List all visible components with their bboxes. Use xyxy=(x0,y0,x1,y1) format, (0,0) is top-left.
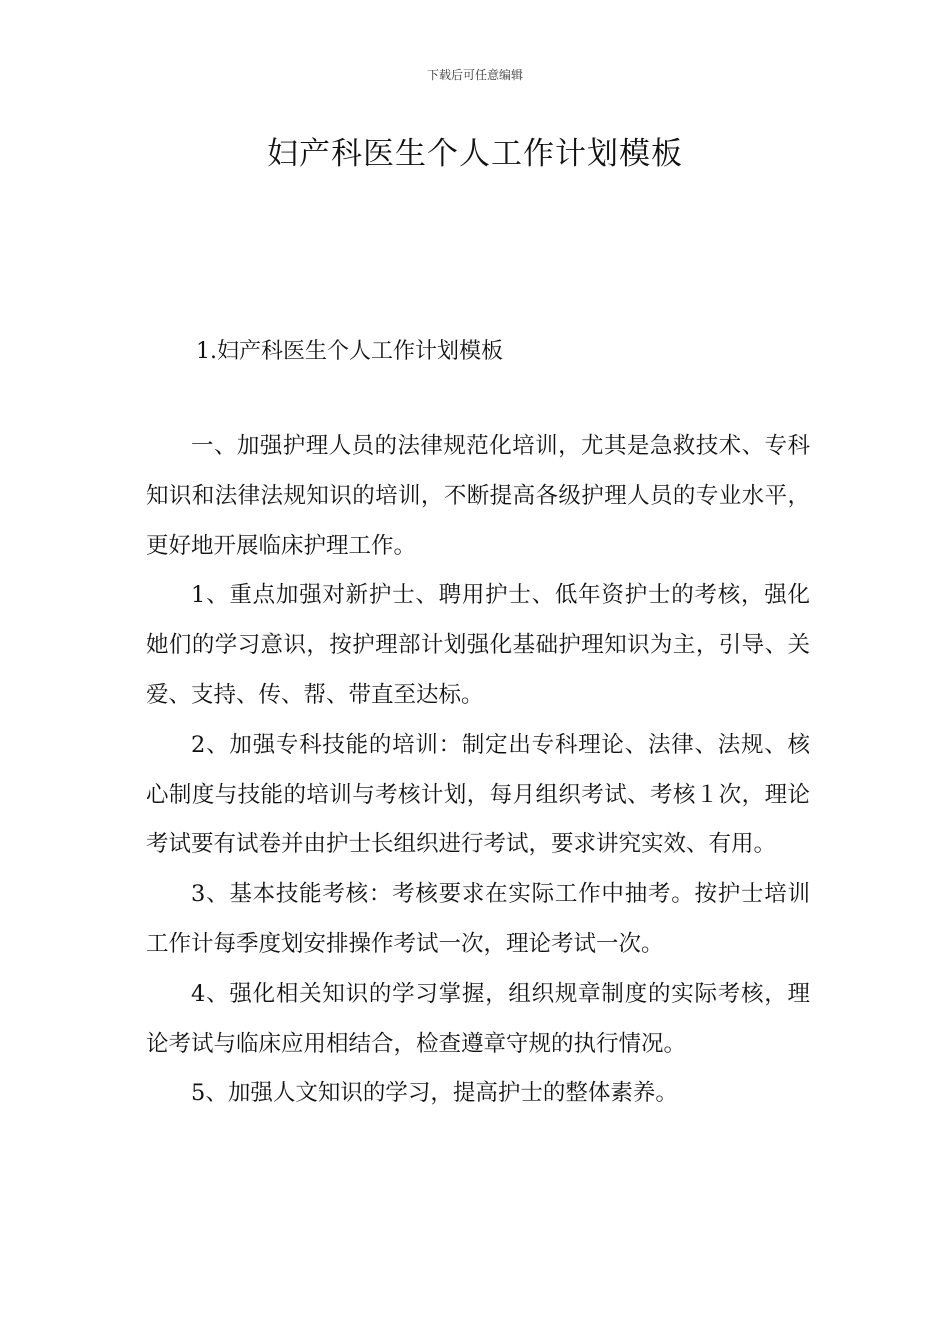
paragraph-item-2: 2、加强专科技能的培训：制定出专科理论、法律、法规、核心制度与技能的培训与考核计划，每月组织考试、考核１次，理论考试要有试卷并由护士长组织进行考试，要求讲究实效、有用。 xyxy=(146,731,810,858)
paragraph-item-1: 1、重点加强对新护士、聘用护士、低年资护士的考核，强化她们的学习意识，按护理部计划强化基础护理知识为主，引导、关爱、支持、传、帮、带直至达标。 xyxy=(146,582,810,708)
header-note: 下载后可任意编辑 xyxy=(426,68,523,82)
document-title: 妇产科医生个人工作计划模板 xyxy=(267,136,683,172)
document-body xyxy=(146,422,810,1119)
paragraph-item-4: 4、强化相关知识的学习掌握，组织规章制度的实际考核，理论考试与临床应用相结合，检查遵章守规的执行情况。 xyxy=(146,980,810,1057)
section-subtitle: 1.妇产科医生个人工作计划模板 xyxy=(196,339,503,364)
paragraph-intro: 一、加强护理人员的法律规范化培训，尤其是急救技术、专科知识和法律法规知识的培训，不断提高各级护理人员的专业水平，更好地开展临床护理工作。 xyxy=(146,433,810,559)
paragraph-item-3: 3、基本技能考核：考核要求在实际工作中抽考。按护士培训工作计每季度划安排操作考试一次，理论考试一次。 xyxy=(146,881,810,957)
paragraph-item-5: 5、加强人文知识的学习，提高护士的整体素养。 xyxy=(191,1080,678,1107)
